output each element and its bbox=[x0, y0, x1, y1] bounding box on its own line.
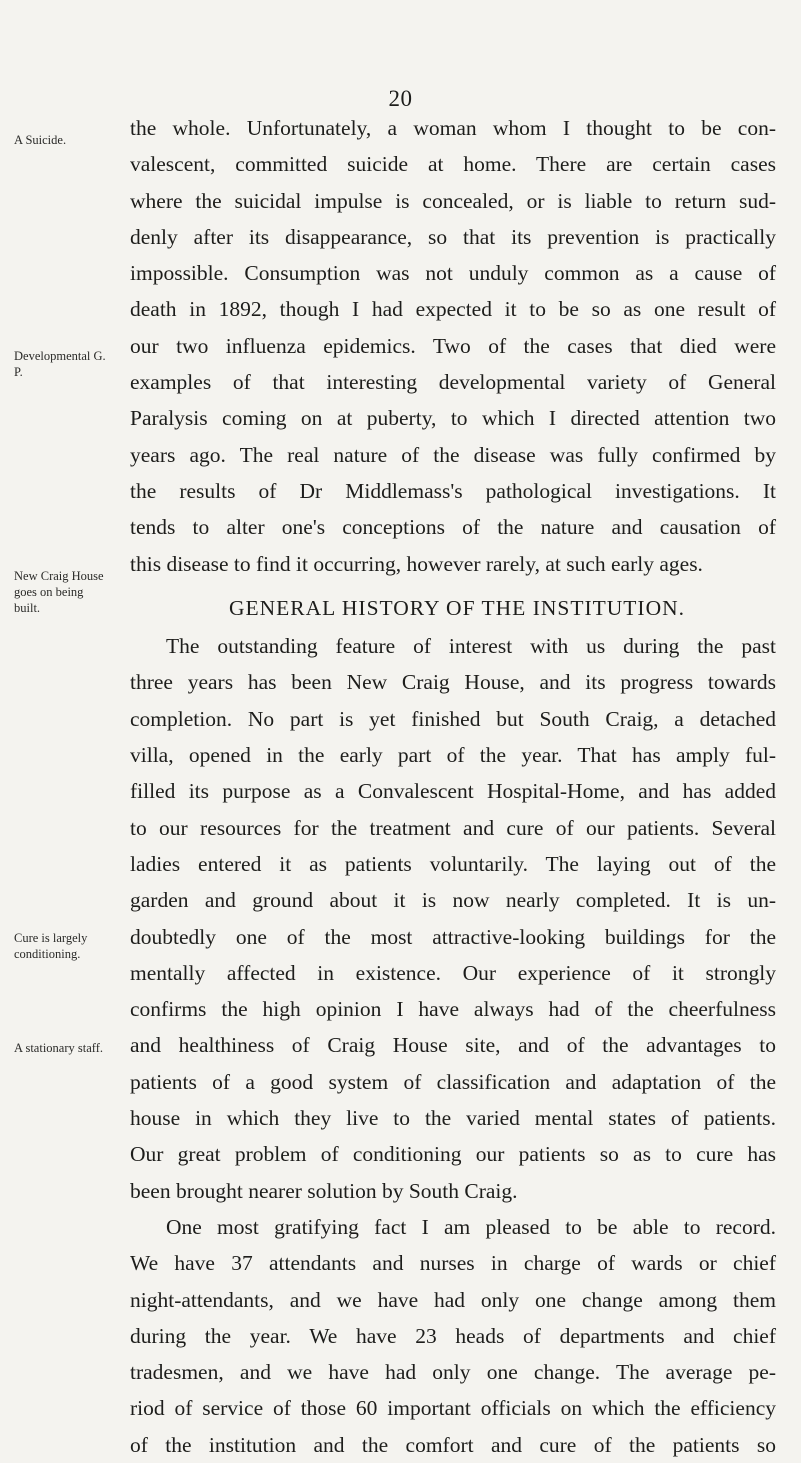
text-line: confirms the high opinion I have always had of the cheerfulness bbox=[130, 997, 776, 1022]
text-line: tends to alter one's conceptions of the nature and causation of bbox=[130, 515, 776, 540]
text-line: house in which they live to the varied mental states of patients. bbox=[130, 1106, 776, 1131]
margin-note-cure-conditioning: Cure is largely conditioning. bbox=[14, 931, 88, 961]
text-line: garden and ground about it is now nearly completed. It is un- bbox=[130, 888, 776, 913]
text-line: The outstanding feature of interest with us during the past bbox=[166, 634, 776, 659]
text-line: ladies entered it as patients voluntarily. The laying out of the bbox=[130, 851, 776, 876]
text-line: our two influenza epidemics. Two of the cases that died were bbox=[130, 333, 776, 358]
text-line: of the institution and the comfort and cure of the patients so bbox=[130, 1432, 776, 1457]
section-heading: GENERAL HISTORY OF THE INSTITUTION. bbox=[228, 595, 686, 620]
text-line: and healthiness of Craig House site, and of the advantages to bbox=[130, 1033, 776, 1058]
text-line: valescent, committed suicide at home. There are certain cases bbox=[130, 152, 776, 177]
text-line: villa, opened in the early part of the year. That has amply ful- bbox=[130, 743, 776, 768]
text-line: patients of a good system of classification and adaptation of the bbox=[130, 1069, 776, 1094]
text-line: impossible. Consumption was not unduly common as a cause of bbox=[130, 261, 776, 286]
text-line: We have 37 attendants and nurses in charge of wards or chief bbox=[130, 1251, 776, 1276]
text-line: this disease to find it occurring, however rarely, at such early ages. bbox=[130, 551, 703, 576]
text-line: One most gratifying fact I am pleased to be able to record. bbox=[166, 1214, 776, 1239]
text-line: riod of service of those 60 important officials on which the efficiency bbox=[130, 1396, 776, 1421]
text-line: to our resources for the treatment and cure of our patients. Several bbox=[130, 815, 776, 840]
text-line: examples of that interesting developmental variety of General bbox=[130, 370, 776, 395]
margin-note-new-craig-house: New Craig House goes on being built. bbox=[14, 569, 104, 615]
page-number: 20 bbox=[388, 86, 413, 111]
text-line: filled its purpose as a Convalescent Hospital-Home, and has added bbox=[130, 779, 776, 804]
text-line: Paralysis coming on at puberty, to which I directed attention two bbox=[130, 406, 776, 431]
margin-note-stationary-staff: A stationary staff. bbox=[14, 1041, 103, 1055]
text-line: night-attendants, and we have had only one change among them bbox=[130, 1287, 776, 1312]
text-line: tradesmen, and we have had only one change. The average pe- bbox=[130, 1360, 776, 1385]
margin-note-suicide: A Suicide. bbox=[14, 133, 67, 147]
text-line: Our great problem of conditioning our patients so as to cure has bbox=[130, 1142, 776, 1167]
text-line: completion. No part is yet finished but South Craig, a detached bbox=[130, 706, 776, 731]
text-line: the whole. Unfortunately, a woman whom I thought to be con- bbox=[130, 116, 776, 140]
text-line: mentally affected in existence. Our experience of it strongly bbox=[130, 960, 776, 985]
text-line: been brought nearer solution by South Craig. bbox=[130, 1178, 518, 1203]
text-line: during the year. We have 23 heads of departments and chief bbox=[130, 1323, 776, 1348]
text-line: three years has been New Craig House, and its progress towards bbox=[130, 670, 776, 695]
text-line: denly after its disappearance, so that its prevention is practically bbox=[130, 224, 776, 249]
text-line: where the suicidal impulse is concealed, or is liable to return sud- bbox=[130, 188, 776, 213]
margin-note-developmental-gp: Developmental G. P. bbox=[14, 349, 106, 379]
text-line: years ago. The real nature of the disease was fully confirmed by bbox=[130, 442, 776, 467]
main-text-column bbox=[130, 110, 776, 1463]
text-line: doubtedly one of the most attractive-looking buildings for the bbox=[130, 924, 776, 949]
text-line: the results of Dr Middlemass's pathological investigations. It bbox=[130, 478, 776, 503]
text-line: death in 1892, though I had expected it to be so as one result of bbox=[130, 297, 776, 322]
